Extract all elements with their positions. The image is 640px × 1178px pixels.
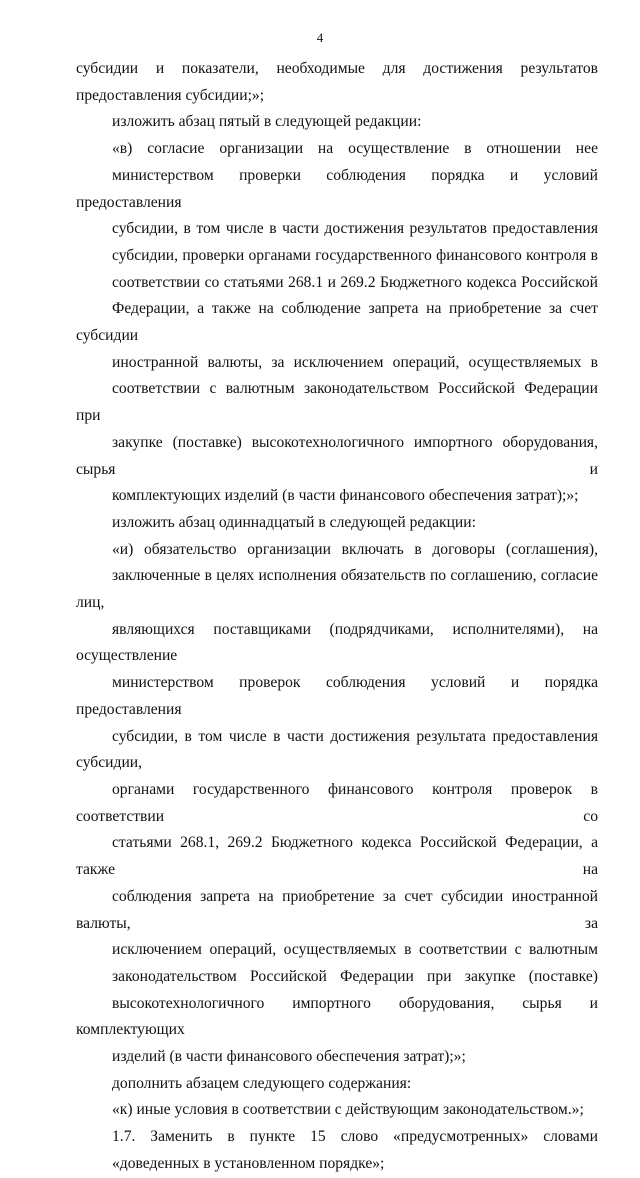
paragraph [76,1124,598,1177]
text-line: предоставления субсидии;»; [76,86,265,104]
text-line: являющихся поставщиками (подрядчиками, исполнителями), на осуществление [76,620,598,665]
text-line: соблюдения запрета на приобретение за счет субсидии иностранной валюты, за [76,887,598,932]
paragraph [76,136,598,510]
text-line: исключением операций, осуществляемых в соответствии с валютным [112,941,598,959]
text-line: министерством проверок соблюдения условий и порядка предоставления [76,674,598,718]
text-line: иностранной валюты, за исключением операций, осуществляемых в [112,353,598,371]
text-line: изделий (в части финансового обеспечения затрат);»; [112,1048,466,1066]
text-line: органами государственного финансового контроля проверок в соответствии со [76,780,598,825]
text-line: «доведенных в установленном порядке»; [112,1154,385,1172]
text-line: соответствии со статьями 268.1 и 269.2 Бюджетного кодекса Российской [112,273,598,291]
text-line: закупке (поставке) высокотехнологичного импортного оборудования, сырья и [76,433,598,478]
text-line: изложить абзац одиннадцатый в следующей редакции: [112,513,476,531]
text-line: законодательством Российской Федерации при закупке (поставке) [112,967,598,985]
page-number: 4 [316,30,324,45]
document-body [76,56,598,1178]
text-line: статьями 268.1, 269.2 Бюджетного кодекса Российской Федерации, а также на [76,834,598,879]
text-line: высокотехнологичного импортного оборудования, сырья и комплектующих [76,994,598,1039]
paragraph [76,510,598,537]
text-line: соответствии с валютным законодательством Российской Федерации при [76,380,598,425]
text-line: заключенные в целях исполнения обязательств по соглашению, согласие лиц, [76,567,598,612]
text-line: субсидии и показатели, необходимые для достижения результатов [76,60,598,77]
paragraph [76,56,598,109]
text-line: комплектующих изделий (в части финансового обеспечения затрат);»; [112,487,579,505]
text-line: субсидии, в том числе в части достижения результатов предоставления [112,220,598,238]
text-line: субсидии, в том числе в части достижения результата предоставления субсидии, [76,727,598,772]
text-line: дополнить абзацем следующего содержания: [112,1074,412,1092]
paragraph [76,1097,598,1124]
paragraph [76,109,598,136]
text-line: министерством проверки соблюдения порядка и условий предоставления [76,166,598,211]
text-line: «к) иные условия в соответствии с действующим законодательством.»; [112,1101,584,1119]
paragraph [76,537,598,1071]
text-line: Федерации, а также на соблюдение запрета на приобретение за счет субсидии [76,300,598,345]
text-line: изложить абзац пятый в следующей редакции: [112,113,422,131]
text-line: «в) согласие организации на осуществление в отношении нее [112,140,598,158]
text-line: 1.7. Заменить в пункте 15 слово «предусмотренных» словами [112,1128,598,1146]
text-line: субсидии, проверки органами государственного финансового контроля в [112,246,598,264]
text-line: «и) обязательство организации включать в договоры (соглашения), [112,540,598,558]
paragraph [76,1071,598,1098]
